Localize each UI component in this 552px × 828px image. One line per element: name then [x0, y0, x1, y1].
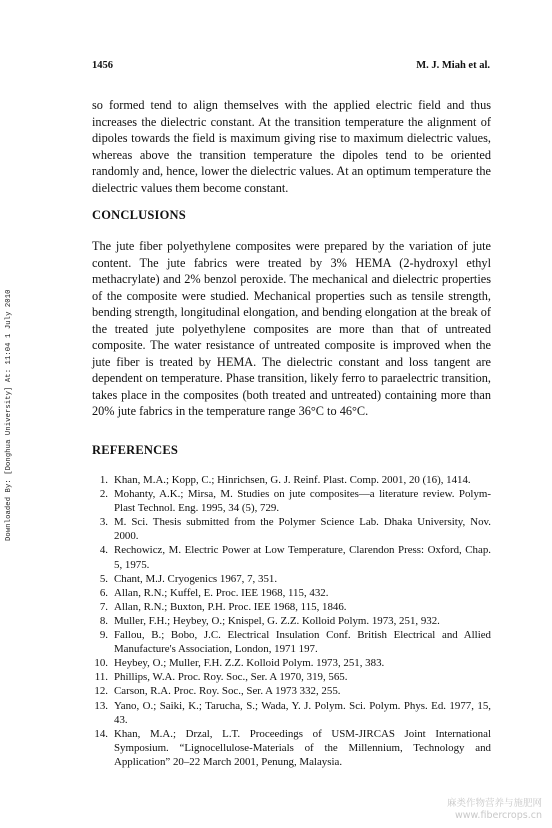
- reference-item: [92, 670, 491, 684]
- reference-list: [92, 473, 491, 769]
- reference-number: 12.: [94, 685, 108, 698]
- reference-text: Fallou, B.; Bobo, J.C. Electrical Insulation Conf. British Electrical and Allied Manufacture's Association, London, 1971 197.: [114, 629, 491, 656]
- running-author: M. J. Miah et al.: [416, 60, 490, 71]
- reference-text: Phillips, W.A. Proc. Roy. Soc., Ser. A 1970, 319, 565.: [114, 671, 348, 684]
- reference-text: Chant, M.J. Cryogenics 1967, 7, 351.: [114, 572, 278, 585]
- reference-number: 6.: [99, 586, 108, 599]
- reference-text: M. Sci. Thesis submitted from the Polymer Science Lab. Dhaka University, Nov. 2000.: [114, 516, 491, 543]
- watermark-url: www.fibercrops.cn: [455, 810, 542, 821]
- reference-item: [92, 543, 491, 571]
- reference-text: Khan, M.A.; Kopp, C.; Hinrichsen, G. J. Reinf. Plast. Comp. 2001, 20 (16), 1414.: [114, 474, 471, 486]
- reference-number: 5.: [99, 572, 108, 585]
- watermark-title: 麻类作物营养与施肥网: [446, 798, 542, 809]
- reference-number: 2.: [99, 488, 108, 501]
- reference-item: [92, 628, 491, 656]
- reference-number: 4.: [99, 544, 108, 557]
- reference-item: [92, 515, 491, 543]
- reference-text: Heybey, O.; Muller, F.H. Z.Z. Kolloid Polym. 1973, 251, 383.: [114, 657, 385, 670]
- page-number: 1456: [92, 60, 113, 71]
- reference-number: 1.: [99, 474, 108, 486]
- reference-item: [92, 600, 491, 614]
- reference-number: 11.: [94, 671, 108, 684]
- reference-text: Khan, M.A.; Drzal, L.T. Proceedings of USM-JIRCAS Joint International Symposium. “Lignocellulose-Materials of the Millennium, Technology and Application” 20–22 March 2001, Penung, Malaysia.: [114, 727, 491, 768]
- reference-item: [92, 614, 491, 628]
- download-stamp: Downloaded By: [Donghua University] At: 11:04 1 July 2010: [5, 289, 13, 541]
- reference-text: Rechowicz, M. Electric Power at Low Temperature, Clarendon Press: Oxford, Chap. 5, 1975.: [114, 544, 491, 571]
- reference-text: Yano, O.; Saiki, K.; Tarucha, S.; Wada, Y. J. Polym. Sci. Polym. Phys. Ed. 1977, 15, 43.: [114, 699, 491, 726]
- reference-item: [92, 699, 491, 727]
- reference-number: 13.: [94, 699, 108, 712]
- reference-text: Allan, R.N.; Buxton, P.H. Proc. IEE 1968, 115, 1846.: [114, 600, 347, 613]
- reference-text: Muller, F.H.; Heybey, O.; Knispel, G. Z.Z. Kolloid Polym. 1973, 251, 932.: [114, 614, 440, 627]
- reference-item: [92, 727, 491, 769]
- reference-item: [92, 572, 491, 586]
- reference-text: Mohanty, A.K.; Mirsa, M. Studies on jute composites—a literature review. Polym-Plast Technol. Eng. 1995, 34 (5), 729.: [114, 488, 491, 515]
- reference-number: 14.: [94, 727, 108, 740]
- reference-text: Allan, R.N.; Kuffel, E. Proc. IEE 1968, 115, 432.: [114, 586, 329, 599]
- reference-item: [92, 684, 491, 698]
- reference-item: [92, 473, 491, 487]
- conclusions-heading: CONCLUSIONS: [92, 208, 186, 222]
- reference-number: 7.: [99, 600, 108, 613]
- reference-number: 8.: [99, 614, 108, 627]
- reference-item: [92, 586, 491, 600]
- reference-item: [92, 487, 491, 515]
- site-watermark: [447, 798, 542, 822]
- reference-text: Carson, R.A. Proc. Roy. Soc., Ser. A 1973 332, 255.: [114, 685, 341, 698]
- reference-number: 9.: [99, 629, 108, 642]
- reference-item: [92, 656, 491, 670]
- reference-number: 3.: [99, 516, 108, 529]
- references-heading: REFERENCES: [92, 443, 179, 457]
- conclusions-paragraph: The jute fiber polyethylene composites were prepared by the variation of jute content. The jute fabrics were treated by 3% HEMA (2-hydroxyl ethyl methacrylate) and 2% benzol peroxide. The mechanical and dielectric properties of the composite were studied. Mechanical properties such as tensile strength, bending strength, longitudinal elongation, and bending elongation at the break of the treated jute polyethylene composites are more than that of untreated composite. The water resistance of untreated composite is improved when the jute fiber is treated by HEMA. The dielectric constant and loss tangent are dependent on temperature. Phase transition, likely ferro to paraelectric transition, takes place in the composites (both treated and untreated) containing more than 20% jute fabrics in the temperature range 36°C to 46°C.: [92, 239, 491, 418]
- intro-paragraph: so formed tend to align themselves with the applied electric field and thus increases the dielectric constant. At the transition temperature the alignment of dipoles towards the field is maximum giving rise to maximum dielectric values, whereas above the transition temperature the dipoles tend to be oriented randomly and, hence, lower the dielectric values. At an optimum temperature the dielectric values them become constant.: [92, 98, 491, 195]
- reference-number: 10.: [94, 657, 108, 670]
